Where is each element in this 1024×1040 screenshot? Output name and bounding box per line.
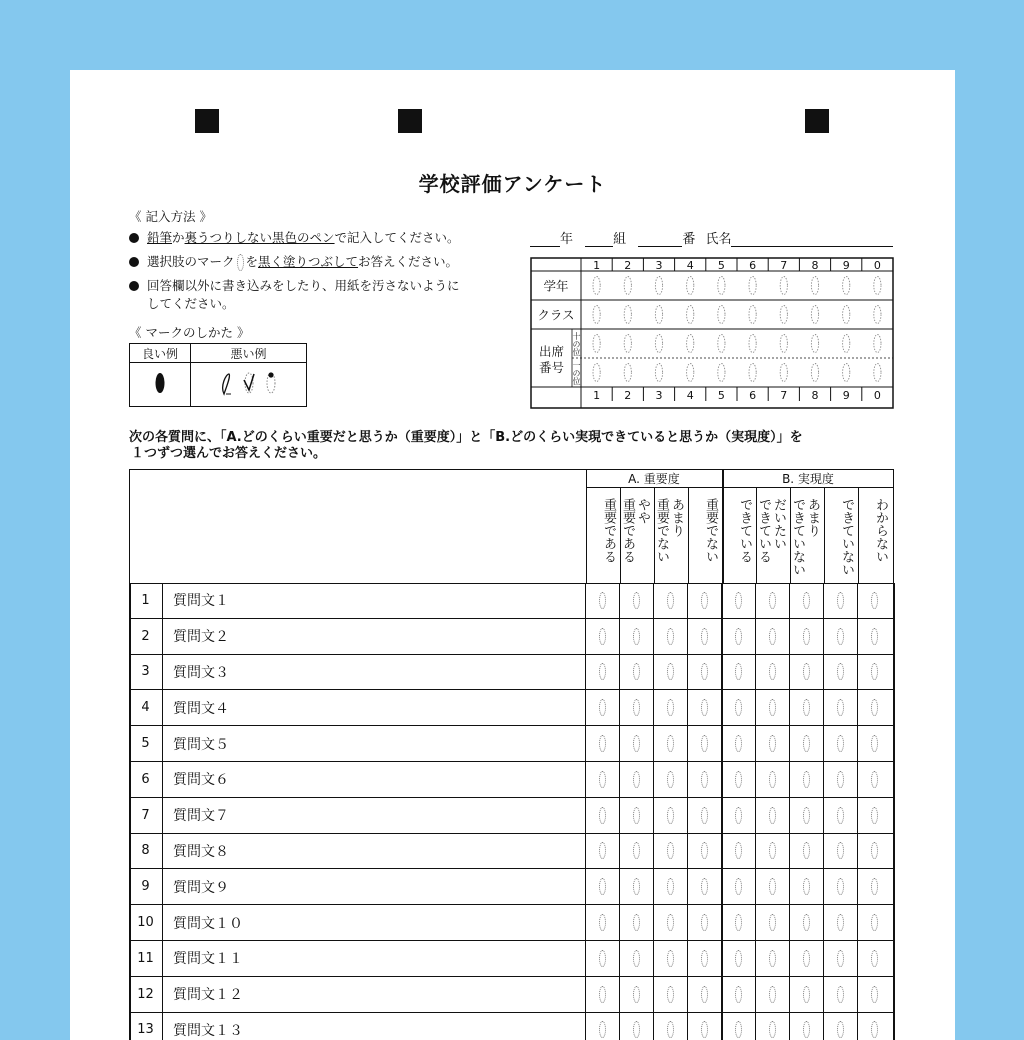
answer-bubble[interactable] xyxy=(701,878,708,895)
question-text: 質問文１０ xyxy=(173,915,243,932)
answer-bubble[interactable] xyxy=(633,628,640,645)
digit-label-bottom: 6 xyxy=(749,389,757,402)
answer-bubble[interactable] xyxy=(874,364,881,382)
question-number: 9 xyxy=(129,869,163,904)
number-blank[interactable] xyxy=(638,232,682,247)
answer-bubble[interactable] xyxy=(687,335,694,353)
answer-bubble[interactable] xyxy=(599,699,606,716)
registration-mark xyxy=(195,109,219,133)
digit-label-top: 6 xyxy=(749,259,757,272)
mark-bubble-icon xyxy=(237,254,244,271)
answer-bubble[interactable] xyxy=(780,306,787,324)
question-text: 質問文１３ xyxy=(173,1022,243,1039)
digit-label-bottom: 2 xyxy=(624,389,632,402)
bullet-icon xyxy=(129,233,139,243)
answer-bubble[interactable] xyxy=(811,335,818,353)
question-text: 質問文４ xyxy=(173,700,229,717)
answer-bubble[interactable] xyxy=(749,364,756,382)
answer-bubble[interactable] xyxy=(769,914,776,931)
answer-bubble[interactable] xyxy=(874,277,881,295)
bad-marks-icon xyxy=(204,368,294,398)
answer-bubble[interactable] xyxy=(811,306,818,324)
digit-label-bottom: 7 xyxy=(780,389,788,402)
answer-bubble[interactable] xyxy=(735,842,742,859)
digit-label-top: 3 xyxy=(655,259,663,272)
answer-bubble[interactable] xyxy=(837,986,844,1003)
name-line: 年 組 番 氏名 xyxy=(530,228,893,247)
answer-bubble[interactable] xyxy=(769,878,776,895)
registration-mark xyxy=(398,109,422,133)
option-label: あまり できていない xyxy=(790,498,820,576)
good-example-cell xyxy=(130,363,191,407)
ones-label: 一の位 xyxy=(572,361,581,385)
attendance-label: 出席 xyxy=(538,344,565,359)
answer-bubble[interactable] xyxy=(633,950,640,967)
table-row xyxy=(129,869,894,905)
question-number: 2 xyxy=(129,619,163,654)
answer-bubble[interactable] xyxy=(874,306,881,324)
good-example-label: 良い例 xyxy=(130,344,191,363)
filled-mark-icon xyxy=(153,370,167,396)
table-row xyxy=(129,690,894,726)
digit-label-top: 8 xyxy=(811,259,819,272)
table-row xyxy=(129,798,894,834)
question-text: 質問文１ xyxy=(173,593,229,610)
answer-bubble[interactable] xyxy=(718,277,725,295)
answer-bubble[interactable] xyxy=(701,628,708,645)
question-number: 10 xyxy=(129,905,163,940)
answer-bubble[interactable] xyxy=(701,1021,708,1038)
answer-bubble[interactable] xyxy=(633,842,640,859)
instruction-line-2: 選択肢のマーク を黒く塗りつぶしてお答えください。 xyxy=(129,253,458,271)
table-row xyxy=(129,941,894,977)
answer-bubble[interactable] xyxy=(837,914,844,931)
answer-bubble[interactable] xyxy=(599,950,606,967)
answer-bubble[interactable] xyxy=(803,699,810,716)
digit-label-top: 0 xyxy=(873,259,881,272)
instruction-line-1: 鉛筆か裏うつりしない黒色のペンで記入してください。 xyxy=(129,229,460,247)
answer-bubble[interactable] xyxy=(633,771,640,788)
answer-bubble[interactable] xyxy=(837,878,844,895)
answer-bubble[interactable] xyxy=(599,986,606,1003)
answer-bubble[interactable] xyxy=(599,807,606,824)
answer-bubble[interactable] xyxy=(701,771,708,788)
table-row xyxy=(129,619,894,655)
answer-bubble[interactable] xyxy=(811,364,818,382)
answer-bubble[interactable] xyxy=(803,628,810,645)
question-text: 質問文９ xyxy=(173,879,229,896)
answer-bubble[interactable] xyxy=(624,364,631,382)
answer-bubble[interactable] xyxy=(735,771,742,788)
answer-bubble[interactable] xyxy=(687,306,694,324)
answer-bubble[interactable] xyxy=(667,986,674,1003)
answer-bubble[interactable] xyxy=(701,735,708,752)
option-label: できている xyxy=(737,498,752,563)
question-number: 6 xyxy=(129,762,163,797)
answer-bubble[interactable] xyxy=(633,986,640,1003)
answer-bubble[interactable] xyxy=(655,306,662,324)
class-row-label: クラス xyxy=(537,307,575,323)
attendance-label: 番号 xyxy=(538,360,565,375)
digit-label-bottom: 0 xyxy=(873,389,881,402)
answer-bubble[interactable] xyxy=(735,628,742,645)
answer-bubble[interactable] xyxy=(593,306,600,324)
answer-bubble[interactable] xyxy=(803,735,810,752)
table-row xyxy=(129,655,894,691)
name-blank[interactable] xyxy=(731,232,893,247)
question-table-header xyxy=(129,469,894,584)
answer-bubble[interactable] xyxy=(667,699,674,716)
class-blank[interactable] xyxy=(585,232,613,247)
answer-bubble[interactable] xyxy=(718,364,725,382)
answer-bubble[interactable] xyxy=(718,306,725,324)
answer-bubble[interactable] xyxy=(803,986,810,1003)
answer-bubble[interactable] xyxy=(803,771,810,788)
answer-bubble[interactable] xyxy=(837,628,844,645)
tens-label: 十の位 xyxy=(572,332,581,356)
answer-bubble[interactable] xyxy=(837,950,844,967)
table-row xyxy=(129,726,894,762)
digit-label-bottom: 9 xyxy=(842,389,850,402)
answer-bubble[interactable] xyxy=(599,628,606,645)
digit-label-bottom: 8 xyxy=(811,389,819,402)
answer-bubble[interactable] xyxy=(837,771,844,788)
answer-bubble[interactable] xyxy=(633,592,640,609)
grade-label: 学年 xyxy=(543,278,569,294)
group-a-label: A. 重要度 xyxy=(628,472,680,486)
answer-bubble[interactable] xyxy=(769,807,776,824)
group-b-label: B. 実現度 xyxy=(782,472,834,486)
answer-bubble[interactable] xyxy=(843,364,850,382)
mark-guide-header: 《 マークのしかた 》 xyxy=(129,325,250,340)
option-label: 重要である xyxy=(601,498,616,563)
answer-bubble[interactable] xyxy=(769,735,776,752)
answer-bubble[interactable] xyxy=(599,735,606,752)
instructions-header: 《 記入方法 》 xyxy=(129,209,212,224)
answer-bubble[interactable] xyxy=(655,335,662,353)
table-row xyxy=(129,977,894,1013)
table-row xyxy=(129,762,894,798)
instruction-line-3: 回答欄以外に書き込みをしたり、用紙を汚さないように してください。 xyxy=(129,277,460,313)
answer-bubble[interactable] xyxy=(871,663,878,680)
question-number: 11 xyxy=(129,941,163,976)
answer-bubble[interactable] xyxy=(871,878,878,895)
answer-bubble[interactable] xyxy=(769,592,776,609)
question-text: 質問文１１ xyxy=(173,951,243,968)
digit-label-top: 9 xyxy=(842,259,850,272)
bad-example-cell xyxy=(191,363,307,407)
answer-bubble[interactable] xyxy=(871,699,878,716)
digit-label-top: 5 xyxy=(717,259,725,272)
mark-guide-table xyxy=(129,343,307,407)
answer-bubble[interactable] xyxy=(843,335,850,353)
answer-bubble[interactable] xyxy=(599,592,606,609)
answer-bubble[interactable] xyxy=(871,807,878,824)
answer-bubble[interactable] xyxy=(769,663,776,680)
answer-bubble[interactable] xyxy=(687,277,694,295)
answer-bubble[interactable] xyxy=(871,592,878,609)
digit-label-bottom: 5 xyxy=(717,389,725,402)
answer-bubble[interactable] xyxy=(701,986,708,1003)
answer-bubble[interactable] xyxy=(837,663,844,680)
answer-bubble[interactable] xyxy=(803,950,810,967)
answer-bubble[interactable] xyxy=(769,699,776,716)
registration-mark xyxy=(805,109,829,133)
answer-bubble[interactable] xyxy=(735,986,742,1003)
question-number: 13 xyxy=(129,1013,163,1040)
answer-bubble[interactable] xyxy=(735,592,742,609)
question-rows xyxy=(129,583,894,1040)
answer-bubble[interactable] xyxy=(874,335,881,353)
answer-bubble[interactable] xyxy=(769,986,776,1003)
table-row xyxy=(129,834,894,870)
bad-example-label: 悪い例 xyxy=(191,344,307,363)
answer-bubble[interactable] xyxy=(735,807,742,824)
digit-label-top: 4 xyxy=(686,259,694,272)
answer-bubble[interactable] xyxy=(667,663,674,680)
answer-bubble[interactable] xyxy=(633,1021,640,1038)
digit-label-bottom: 1 xyxy=(593,389,601,402)
answer-bubble[interactable] xyxy=(599,663,606,680)
answer-bubble[interactable] xyxy=(735,663,742,680)
answer-bubble[interactable] xyxy=(749,277,756,295)
answer-bubble[interactable] xyxy=(871,628,878,645)
answer-bubble[interactable] xyxy=(843,306,850,324)
answer-bubble[interactable] xyxy=(599,1021,606,1038)
answer-bubble[interactable] xyxy=(599,771,606,788)
answer-bubble[interactable] xyxy=(843,277,850,295)
question-number: 4 xyxy=(129,690,163,725)
answer-bubble[interactable] xyxy=(687,364,694,382)
answer-bubble[interactable] xyxy=(633,807,640,824)
answer-bubble[interactable] xyxy=(837,842,844,859)
table-row xyxy=(129,1013,894,1040)
answer-bubble[interactable] xyxy=(701,914,708,931)
question-text: 質問文１２ xyxy=(173,987,243,1004)
answer-bubble[interactable] xyxy=(624,306,631,324)
answer-bubble[interactable] xyxy=(701,842,708,859)
answer-bubble[interactable] xyxy=(667,592,674,609)
option-label: だいたい できている xyxy=(756,498,786,563)
answer-bubble[interactable] xyxy=(837,807,844,824)
student-id-grid xyxy=(530,257,894,409)
answer-bubble[interactable] xyxy=(769,1021,776,1038)
answer-bubble[interactable] xyxy=(780,335,787,353)
answer-bubble[interactable] xyxy=(871,1021,878,1038)
answer-bubble[interactable] xyxy=(593,335,600,353)
answer-bubble[interactable] xyxy=(735,699,742,716)
digit-label-bottom: 4 xyxy=(686,389,694,402)
digit-label-bottom: 3 xyxy=(655,389,663,402)
answer-bubble[interactable] xyxy=(803,842,810,859)
bullet-icon xyxy=(129,257,139,267)
answer-bubble[interactable] xyxy=(633,699,640,716)
answer-bubble[interactable] xyxy=(735,950,742,967)
answer-bubble[interactable] xyxy=(769,842,776,859)
question-text: 質問文８ xyxy=(173,843,229,860)
answer-bubble[interactable] xyxy=(701,592,708,609)
answer-bubble[interactable] xyxy=(655,364,662,382)
answer-bubble[interactable] xyxy=(667,771,674,788)
digit-label-top: 7 xyxy=(780,259,788,272)
answer-bubble[interactable] xyxy=(769,628,776,645)
answer-bubble[interactable] xyxy=(667,1021,674,1038)
question-text: 質問文５ xyxy=(173,736,229,753)
answer-bubble[interactable] xyxy=(599,878,606,895)
answer-bubble[interactable] xyxy=(803,878,810,895)
answer-bubble[interactable] xyxy=(667,950,674,967)
answer-bubble[interactable] xyxy=(701,807,708,824)
option-label: わからない xyxy=(873,498,888,563)
answer-bubble[interactable] xyxy=(718,335,725,353)
answer-bubble[interactable] xyxy=(780,364,787,382)
digit-label-top: 2 xyxy=(624,259,632,272)
answer-bubble[interactable] xyxy=(837,1021,844,1038)
question-number: 8 xyxy=(129,834,163,869)
answer-bubble[interactable] xyxy=(667,914,674,931)
survey-sheet xyxy=(70,70,955,1040)
answer-bubble[interactable] xyxy=(871,771,878,788)
answer-bubble[interactable] xyxy=(633,914,640,931)
answer-bubble[interactable] xyxy=(735,914,742,931)
answer-bubble[interactable] xyxy=(593,277,600,295)
option-label: できていない xyxy=(839,498,854,576)
year-blank[interactable] xyxy=(530,232,560,247)
table-row xyxy=(129,583,894,619)
answer-bubble[interactable] xyxy=(803,1021,810,1038)
answer-bubble[interactable] xyxy=(624,335,631,353)
answer-bubble[interactable] xyxy=(803,914,810,931)
answer-bubble[interactable] xyxy=(667,628,674,645)
question-text: 質問文６ xyxy=(173,772,229,789)
answer-bubble[interactable] xyxy=(749,306,756,324)
answer-bubble[interactable] xyxy=(837,735,844,752)
answer-bubble[interactable] xyxy=(837,592,844,609)
answer-bubble[interactable] xyxy=(749,335,756,353)
answer-bubble[interactable] xyxy=(633,735,640,752)
answer-bubble[interactable] xyxy=(871,842,878,859)
answer-bubble[interactable] xyxy=(701,699,708,716)
question-text: 質問文３ xyxy=(173,664,229,681)
question-number: 5 xyxy=(129,726,163,761)
table-row xyxy=(129,905,894,941)
question-number: 3 xyxy=(129,655,163,690)
answer-bubble[interactable] xyxy=(701,663,708,680)
answer-bubble[interactable] xyxy=(735,1021,742,1038)
answer-bubble[interactable] xyxy=(599,842,606,859)
answer-bubble[interactable] xyxy=(701,950,708,967)
answer-bubble[interactable] xyxy=(803,807,810,824)
option-label: やや 重要である xyxy=(620,498,650,563)
answer-bubble[interactable] xyxy=(803,663,810,680)
answer-bubble[interactable] xyxy=(655,277,662,295)
answer-bubble[interactable] xyxy=(837,699,844,716)
answer-bubble[interactable] xyxy=(735,878,742,895)
answer-bubble[interactable] xyxy=(633,663,640,680)
answer-bubble[interactable] xyxy=(769,950,776,967)
answer-bubble[interactable] xyxy=(735,735,742,752)
question-text: 質問文７ xyxy=(173,808,229,825)
digit-label-top: 1 xyxy=(593,259,601,272)
question-intro: 次の各質問に、「A.どのくらい重要だと思うか（重要度）」と「B.どのくらい実現できていると思うか（実現度）」を １つずつ選んでお答えください。 xyxy=(129,430,803,461)
answer-bubble[interactable] xyxy=(667,807,674,824)
option-label: あまり 重要でない xyxy=(654,498,684,563)
answer-bubble[interactable] xyxy=(599,914,606,931)
question-number: 12 xyxy=(129,977,163,1012)
answer-bubble[interactable] xyxy=(780,277,787,295)
answer-bubble[interactable] xyxy=(667,842,674,859)
answer-bubble[interactable] xyxy=(871,986,878,1003)
answer-bubble[interactable] xyxy=(593,364,600,382)
answer-bubble[interactable] xyxy=(871,914,878,931)
question-number: 1 xyxy=(129,583,163,618)
page-title: 学校評価アンケート xyxy=(418,172,607,196)
answer-bubble[interactable] xyxy=(667,878,674,895)
question-text: 質問文２ xyxy=(173,629,229,646)
answer-bubble[interactable] xyxy=(871,735,878,752)
answer-bubble[interactable] xyxy=(633,878,640,895)
answer-bubble[interactable] xyxy=(811,277,818,295)
answer-bubble[interactable] xyxy=(871,950,878,967)
answer-bubble[interactable] xyxy=(624,277,631,295)
bullet-icon xyxy=(129,281,139,291)
question-number: 7 xyxy=(129,798,163,833)
answer-bubble[interactable] xyxy=(803,592,810,609)
answer-bubble[interactable] xyxy=(667,735,674,752)
answer-bubble[interactable] xyxy=(769,771,776,788)
option-label: 重要でない xyxy=(703,498,718,563)
